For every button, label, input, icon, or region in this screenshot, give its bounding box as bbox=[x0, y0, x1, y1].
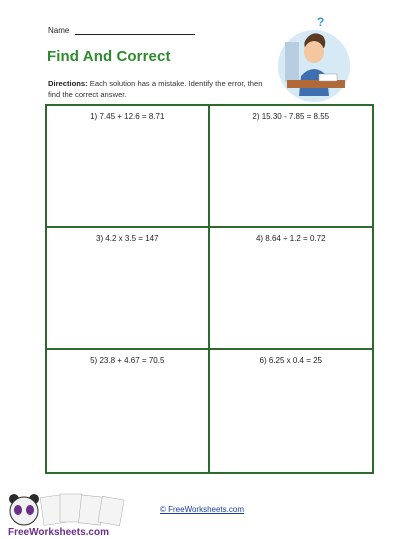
directions-label: Directions: bbox=[48, 79, 88, 88]
footer-link[interactable]: © FreeWorksheets.com bbox=[160, 505, 244, 514]
question-mark-icon: ? bbox=[317, 16, 325, 29]
name-label: Name bbox=[48, 26, 70, 35]
problem-cell[interactable]: 6) 6.25 x 0.4 = 25 bbox=[259, 356, 322, 365]
worksheet-title: Find And Correct bbox=[47, 48, 171, 65]
name-row bbox=[48, 26, 195, 35]
problem-grid bbox=[45, 104, 374, 474]
logo-text: FreeWorksheets.com bbox=[8, 527, 109, 538]
directions-text: Each solution has a mistake. Identify the error, then find the correct answer. bbox=[48, 79, 263, 99]
problem-cell[interactable]: 3) 4.2 x 3.5 = 147 bbox=[47, 228, 210, 350]
student-thinking-illustration bbox=[267, 16, 362, 104]
freeworksheets-logo bbox=[4, 490, 139, 538]
problem-cell[interactable]: 1) 7.45 + 12.6 = 8.71 bbox=[47, 106, 210, 228]
face bbox=[304, 41, 324, 63]
paper bbox=[319, 74, 337, 81]
problem-cell[interactable]: 2) 15.30 - 7.85 = 8.55 bbox=[210, 106, 373, 228]
panda-eye bbox=[14, 505, 22, 515]
worksheet-thumb bbox=[98, 496, 124, 525]
worksheet-thumb bbox=[60, 494, 82, 522]
window-panel bbox=[285, 42, 299, 82]
problem-cell[interactable]: 4) 8.64 ÷ 1.2 = 0.72 bbox=[210, 228, 373, 350]
problem-cell[interactable]: 5) 23.8 + 4.67 = 70.5 bbox=[47, 350, 210, 472]
directions bbox=[48, 79, 266, 100]
panda-eye bbox=[26, 505, 34, 515]
name-line[interactable] bbox=[75, 26, 195, 35]
